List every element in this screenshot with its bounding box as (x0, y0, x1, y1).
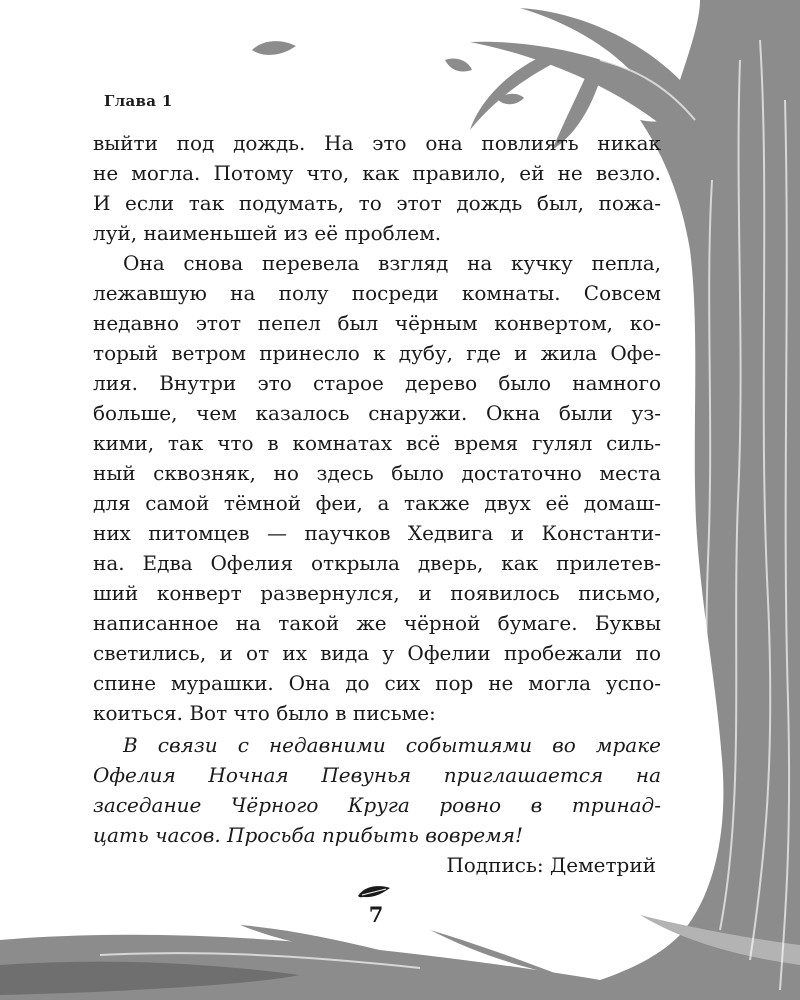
leaf-ornament-icon (356, 882, 392, 900)
letter-line: заседание Чёрного Круга ровно в тринад- (93, 793, 661, 817)
text-line: лежавшую на полу посреди комнаты. Совсем (93, 281, 661, 305)
text-line: торый ветром принесло к дубу, где и жила Офе- (93, 341, 661, 365)
text-line: на. Едва Офелия открыла дверь, как прилетев- (93, 551, 661, 575)
text-line: выйти под дождь. На это она повлиять никак (93, 131, 661, 155)
letter-quote (93, 730, 661, 850)
text-line: спине мурашки. Она до сих пор не могла успо- (93, 671, 661, 695)
letter-line: цать часов. Просьба прибыть вовремя! (93, 823, 524, 847)
text-line: лия. Внутри это старое дерево было намного (93, 371, 661, 395)
text-line: кими, так что в комнатах всё время гулял силь- (93, 431, 661, 455)
text-line: для самой тёмной феи, а также двух её домаш- (93, 491, 661, 515)
text-line: светились, и от их вида у Офелии пробежали по (93, 641, 661, 665)
letter-line: В связи с недавними событиями во мраке (123, 733, 661, 757)
text-line: луй, наименьшей из её проблем. (93, 221, 442, 245)
text-line: коиться. Вот что было в письме: (93, 701, 436, 725)
text-line: недавно этот пепел был чёрным конвертом, ко- (93, 311, 661, 335)
text-line: И если так подумать, то этот дождь был, пожа- (93, 191, 661, 215)
page-body (93, 128, 661, 880)
text-line: Она снова перевела взгляд на кучку пепла, (123, 251, 661, 275)
text-line: них питомцев — паучков Хедвига и Константи- (93, 521, 661, 545)
letter-line: Офелия Ночная Певунья приглашается на (93, 763, 661, 787)
oak-leaf-icon (252, 41, 524, 104)
text-line: написанное на такой же чёрной бумаге. Буквы (93, 611, 661, 635)
text-line: не могла. Потому что, как правило, ей не везло. (93, 161, 661, 185)
text-line: больше, чем казалось снаружи. Окна были уз- (93, 401, 661, 425)
letter-signature: Подпись: Деметрий (446, 853, 656, 877)
page-number: 7 (368, 902, 384, 927)
text-line: ший конверт развернулся, и появилось письмо, (93, 581, 661, 605)
body-paragraphs (93, 128, 661, 728)
text-line: ный сквозняк, но здесь было достаточно места (93, 461, 661, 485)
chapter-header: Глава 1 (104, 92, 173, 110)
